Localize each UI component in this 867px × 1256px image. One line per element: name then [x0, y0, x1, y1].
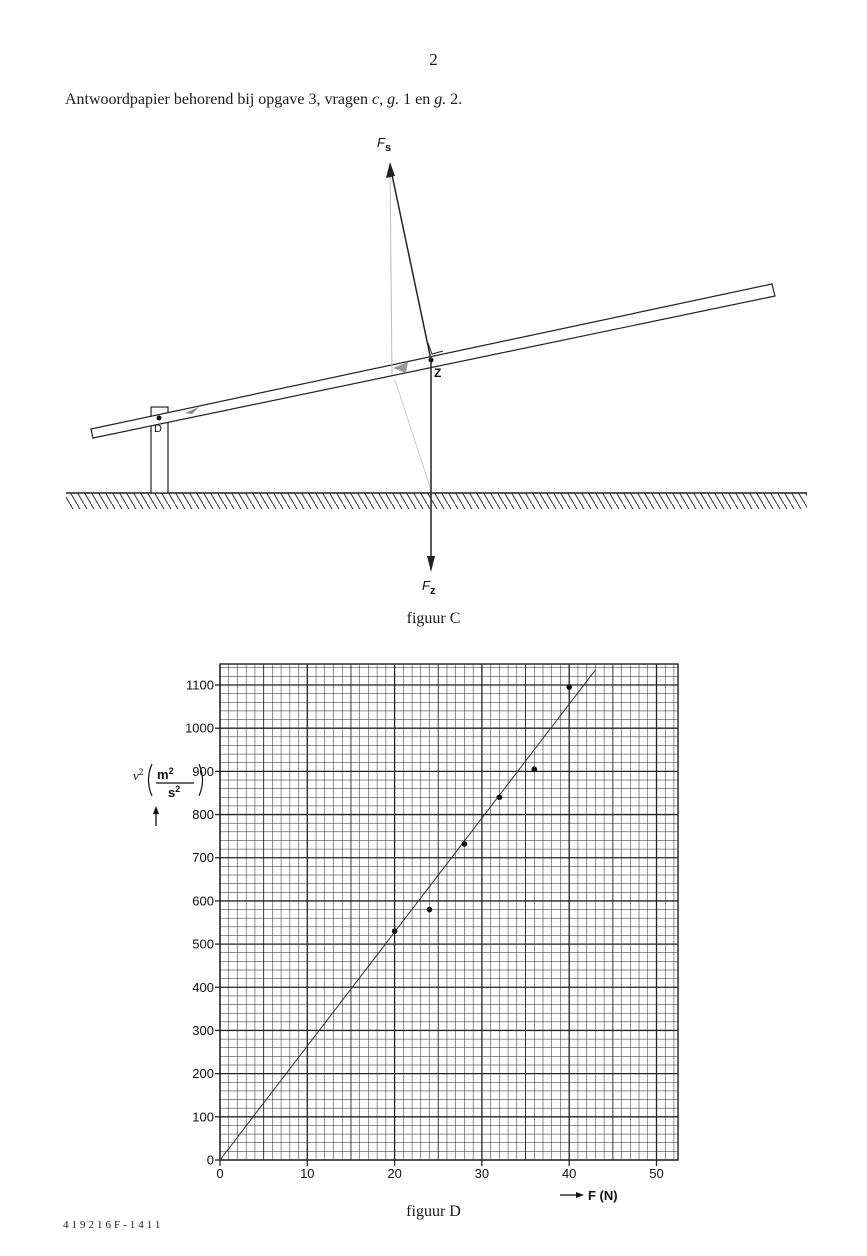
figure-d-caption: figuur D — [406, 1203, 461, 1220]
plot-frame — [220, 664, 678, 1160]
fit-line-group — [220, 670, 595, 1160]
intro-start: Antwoordpapier behorend bij opgave 3, vragen — [65, 91, 369, 108]
tick-labels — [185, 678, 664, 1181]
fz-arrowhead — [427, 556, 435, 572]
x-tick-label: 30 — [474, 1166, 490, 1181]
data-point — [497, 794, 503, 800]
fs-label: $F_s$ — [377, 135, 392, 154]
x-tick-label: 20 — [387, 1166, 402, 1181]
fs-arrowhead — [386, 162, 395, 178]
y-tick-label: 1100 — [186, 677, 214, 693]
x-tick-label: 10 — [300, 1166, 315, 1181]
fz-label: $F_z$ — [422, 578, 436, 597]
x-axis-arrowhead — [576, 1192, 584, 1198]
fs-vector — [391, 170, 431, 360]
y-tick-label: 0 — [206, 1152, 214, 1168]
ground-hatching — [66, 493, 807, 509]
right-angle-mark — [428, 343, 443, 354]
figure-c-caption: figuur C — [406, 610, 461, 627]
data-point — [566, 684, 572, 690]
point-d-label: D — [154, 423, 162, 435]
y-tick-label: 800 — [192, 807, 214, 823]
x-tick-label: 40 — [561, 1166, 577, 1181]
intro-comma: , — [379, 91, 384, 108]
data-point — [427, 907, 433, 913]
x-tick-label: 50 — [649, 1166, 664, 1181]
y-unit-denominator: $s^2$ — [168, 784, 181, 800]
footer-code: 419216F-1411 — [63, 1219, 164, 1231]
construction-line — [395, 380, 432, 493]
y-tick-label: 1000 — [185, 720, 214, 736]
construction-line — [390, 165, 392, 375]
y-tick-label: 400 — [192, 979, 214, 995]
grid-major — [220, 664, 678, 1160]
y-tick-label: 600 — [192, 893, 214, 909]
y-tick-label: 500 — [192, 936, 214, 952]
y-tick-label: 300 — [192, 1022, 214, 1038]
x-axis-label: F (N) — [588, 1188, 618, 1203]
point-d — [157, 416, 162, 421]
figure-d-chart — [0, 640, 867, 1210]
grid-minor — [220, 664, 678, 1160]
y-tick-label: 200 — [192, 1066, 214, 1082]
y-axis-arrowhead — [153, 806, 159, 814]
intro-ref-c: c — [372, 91, 380, 108]
y-tick-label: 700 — [192, 850, 214, 866]
y-unit-numerator: $m^2$ — [157, 766, 174, 782]
data-point — [462, 841, 468, 847]
y-axis-var: $v^2$ — [133, 767, 144, 783]
intro-ref-g2: g. — [434, 91, 447, 108]
page-number: 2 — [429, 50, 438, 69]
point-z-label: Z — [434, 366, 442, 380]
y-tick-label: 900 — [192, 763, 214, 779]
intro-ref-g1: g. — [387, 91, 400, 108]
chart-axes — [220, 664, 678, 1160]
point-z — [429, 358, 434, 363]
y-unit-paren-left — [149, 764, 153, 796]
intro-mid: 1 en — [403, 91, 431, 108]
data-point — [392, 928, 398, 934]
data-point — [531, 766, 537, 772]
fit-line — [220, 670, 595, 1160]
x-tick-label: 0 — [216, 1166, 224, 1181]
y-tick-label: 100 — [192, 1109, 214, 1125]
intro-end: 2. — [450, 91, 463, 108]
